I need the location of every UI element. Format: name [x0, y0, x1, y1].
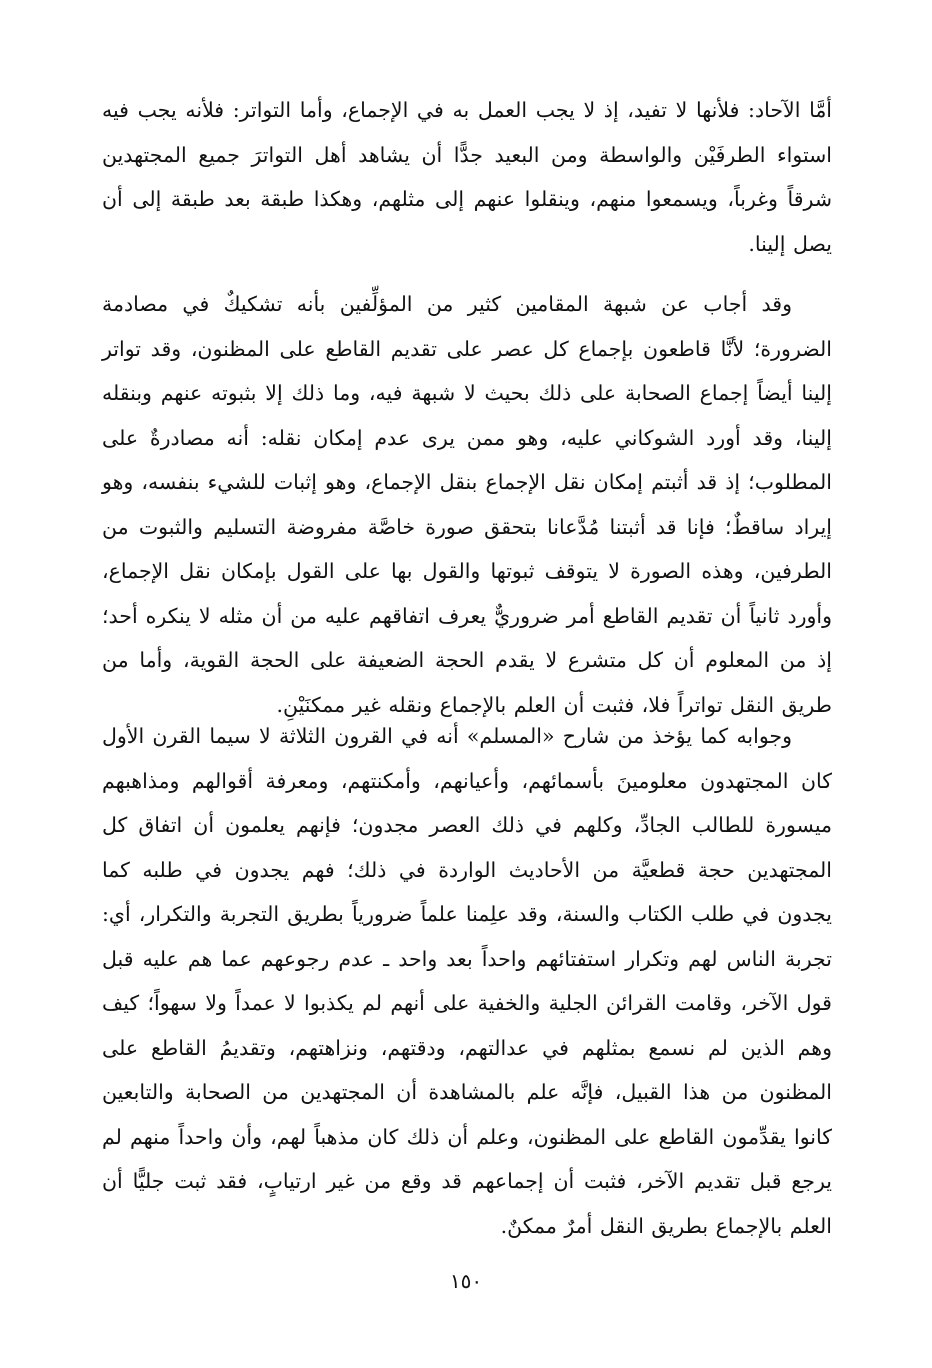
- body-text-column: [102, 714, 832, 1248]
- paragraph-1: أمَّا الآحاد: فلأنها لا تفيد، إذ لا يجب العمل به في الإجماع، وأما التواتر: فلأنه يجب فيه استواء الطرفَيْن والواسطة ومن البعيد جدًّا أن يشاهد أهل التواترَ جميع المجتهدين شرقاً وغرباً، ويسمعوا منهم، وينقلوا عنهم إلى مثلهم، وهكذا طبقة بعد طبقة إلى أن يصل إلينا.: [102, 98, 832, 256]
- body-text-column: [102, 88, 832, 266]
- page-number: ١٥٠: [449, 1269, 483, 1293]
- paragraph-3: وجوابه كما يؤخذ من شارح «المسلم» أنه في القرون الثلاثة لا سيما القرن الأول كان المجتهدون معلومينَ بأسمائهم، وأعيانهم، وأمكنتهم، ومعرفة أقوالهم ومذاهبهم ميسورة للطالب الجادِّ، وكلهم في ذلك العصر مجدون؛ فإنهم يعلمون أن اتفاق كل المجتهدين حجة قطعيَّة من الأحاديث الواردة في ذلك؛ فهم يجدون في طلبه كما يجدون في طلب الكتاب والسنة، وقد علِمنا علماً ضرورياً بطريق التجربة والتكرار، أي: تجربة الناس لهم وتكرار استفتائهم واحداً بعد واحد ـ عدم رجوعهم عما هم عليه قبل قول الآخر، وقامت القرائن الجلية والخفية على أنهم لم يكذبوا لا عمداً ولا سهواً؛ كيف وهم الذين لم نسمع بمثلهم في عدالتهم، ودقتهم، ونزاهتهم، وتقديمُ القاطع على المظنون من هذا القبيل، فإنَّه علم بالمشاهدة أن المجتهدين من الصحابة والتابعين كانوا يقدِّمون القاطع على المظنون، وعلم أن ذلك كان مذهباً لهم، وأن واحداً منهم لم يرجع قبل تقديم الآخر، فثبت أن إجماعهم قد وقع من غير ارتيابٍ، فقد ثبت جليًّا أن العلم بالإجماع بطريق النقل أمرٌ ممكنٌ.: [102, 724, 832, 1238]
- paragraph-2: وقد أجاب عن شبهة المقامين كثير من المؤلِّفين بأنه تشكيكٌ في مصادمة الضرورة؛ لأنَّا قاطعون بإجماع كل عصر على تقديم القاطع على المظنون، وقد تواتر إلينا أيضاً إجماع الصحابة على ذلك بحيث لا شبهة فيه، وما ذلك إلا بثبوته عنهم وبنقله إلينا، وقد أورد الشوكاني عليه، وهو ممن يرى عدم إمكان نقله: أنه مصادرةٌ على المطلوب؛ إذ قد أثبتم إمكان نقل الإجماع بنقل الإجماع، وهو إثبات للشيء بنفسه، وهو إيراد ساقطٌ؛ فإنا قد أثبتنا مُدَّعانا بتحقق صورة خاصَّة مفروضة التسليم والثبوت من الطرفين، وهذه الصورة لا يتوقف ثبوتها والقول بها على القول بإمكان نقل الإجماع، وأورد ثانياً أن تقديم القاطع أمر ضروريٌّ يعرف اتفاقهم عليه من أن مثله لا ينكره أحد؛ إذ من المعلوم أن كل متشرع لا يقدم الحجة الضعيفة على الحجة القوية، وأما من طريق النقل تواتراً فلا، فثبت أن العلم بالإجماع ونقله غير ممكنَيْنِ.: [102, 292, 832, 717]
- body-text-column: [102, 282, 832, 727]
